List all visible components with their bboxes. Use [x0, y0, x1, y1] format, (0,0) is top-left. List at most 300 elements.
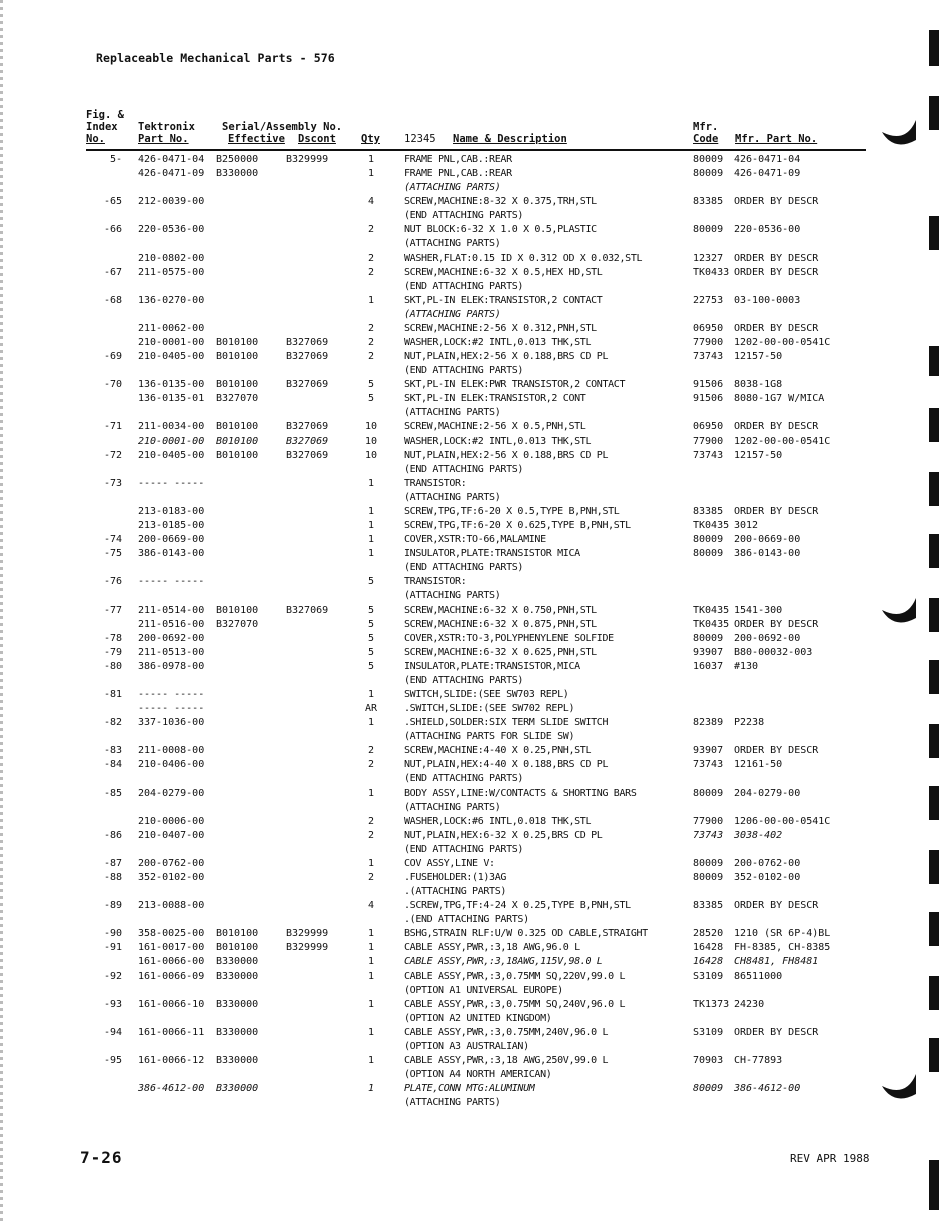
cell-qty: 5: [367, 646, 375, 658]
cell-qty: 1: [367, 1026, 375, 1038]
cell-desc: .SCREW,TPG,TF:4-24 X 0.25,TYPE B,PNH,STL: [404, 900, 631, 912]
table-row: [0, 970, 950, 984]
table-row: [0, 801, 950, 815]
cell-qty: 2: [367, 252, 375, 264]
cell-part: 211-0513-00: [138, 646, 205, 658]
cell-eff: B010100: [216, 379, 259, 391]
cell-fig: -72: [103, 449, 122, 461]
cell-qty: 1: [367, 168, 375, 180]
cell-part: 358-0025-00: [138, 928, 205, 940]
margin-bar: [929, 724, 939, 758]
cell-qty: 1: [367, 154, 375, 165]
table-row: [0, 153, 950, 167]
cell-desc: CABLE ASSY,PWR,:3,0.75MM,240V,96.0 L: [404, 1026, 609, 1038]
header-rule: [86, 149, 866, 151]
cell-code: TK0435: [693, 520, 730, 532]
cell-part: 386-0978-00: [138, 660, 205, 672]
margin-bar: [929, 976, 939, 1010]
cell-code: 73743: [693, 829, 724, 841]
cell-fig: -80: [103, 660, 122, 672]
cell-fig: -75: [103, 548, 122, 560]
margin-bar: [929, 912, 939, 946]
cell-fig: -67: [103, 266, 122, 278]
col-fig: [86, 109, 124, 145]
cell-code: 80009: [693, 168, 724, 180]
cell-mfrpart: 1541-300: [734, 604, 783, 616]
cell-qty: 1: [367, 1055, 375, 1066]
cell-fig: -93: [103, 998, 122, 1010]
table-row: [0, 829, 950, 843]
cell-code: 70903: [693, 1055, 724, 1066]
margin-bar: [929, 850, 939, 884]
cell-code: 22753: [693, 294, 724, 306]
table-row: [0, 477, 950, 491]
cell-mfrpart: 12161-50: [734, 759, 783, 771]
cell-fig: -87: [103, 857, 122, 869]
cell-disc: B327069: [286, 449, 329, 461]
cell-disc: B327069: [286, 604, 329, 616]
table-row: [0, 1096, 950, 1110]
cell-code: 77900: [693, 815, 724, 827]
margin-bar: [929, 598, 939, 632]
cell-qty: 1: [367, 717, 375, 729]
cell-desc: FRAME PNL,CAB.:REAR: [404, 168, 512, 180]
cell-part: 426-0471-04: [138, 154, 205, 165]
cell-mfrpart: 1202-00-00-0541C: [734, 435, 831, 447]
cell-disc: B329999: [286, 154, 329, 165]
cell-desc: NUT,PLAIN,HEX:6-32 X 0.25,BRS CD PL: [404, 829, 603, 841]
cell-qty: 2: [367, 871, 375, 883]
col-serial: [222, 121, 342, 133]
cell-eff: B010100: [216, 928, 259, 940]
table-row: [0, 209, 950, 223]
cell-eff: B327070: [216, 393, 259, 405]
cell-code: 12327: [693, 252, 724, 264]
cell-qty: 1: [367, 928, 375, 940]
cell-part: 211-0034-00: [138, 421, 205, 433]
cell-fig: -66: [103, 224, 122, 236]
table-row: [0, 843, 950, 857]
table-row: [0, 491, 950, 505]
cell-eff: B330000: [216, 1026, 259, 1038]
cell-part: ----- -----: [138, 477, 205, 489]
cell-qty: 5: [367, 379, 375, 391]
cell-desc: COVER,XSTR:TO-66,MALAMINE: [404, 534, 546, 546]
cell-mfrpart: ORDER BY DESCR: [734, 1026, 819, 1038]
cell-disc: B327069: [286, 435, 329, 447]
cell-mfrpart: 386-0143-00: [734, 548, 801, 560]
cell-part: 386-4612-00: [138, 1083, 205, 1095]
table-row: [0, 1068, 950, 1082]
cell-desc: BSHG,STRAIN RLF:U/W 0.325 OD CABLE,STRAIGHT: [404, 928, 648, 940]
cell-desc: TRANSISTOR:: [404, 576, 467, 588]
cell-desc: (END ATTACHING PARTS): [404, 210, 524, 222]
cell-eff: B327070: [216, 618, 259, 630]
cell-desc: INSULATOR,PLATE:TRANSISTOR,MICA: [404, 660, 580, 672]
margin-bar: [929, 1160, 939, 1210]
cell-mfrpart: ORDER BY DESCR: [734, 322, 819, 334]
cell-fig: -74: [103, 534, 122, 546]
col-code-line1: Mfr.: [693, 121, 719, 133]
margin-bar: [929, 346, 939, 376]
cell-desc: (END ATTACHING PARTS): [404, 562, 524, 574]
table-row: [0, 561, 950, 575]
table-row: [0, 575, 950, 589]
cell-eff: B330000: [216, 1055, 259, 1066]
cell-code: 06950: [693, 322, 724, 334]
cell-part: 210-0001-00: [138, 435, 205, 447]
cell-part: 337-1036-00: [138, 717, 205, 729]
table-row: [0, 547, 950, 561]
cell-desc: NUT,PLAIN,HEX:2-56 X 0.188,BRS CD PL: [404, 449, 609, 461]
table-row: [0, 632, 950, 646]
cell-code: 80009: [693, 871, 724, 883]
cell-code: TK1373: [693, 998, 730, 1010]
cell-qty: 2: [367, 745, 375, 757]
col-description: Name & Description: [453, 133, 567, 145]
cell-qty: 1: [367, 294, 375, 306]
cell-eff: B010100: [216, 435, 259, 447]
table-row: [0, 787, 950, 801]
cell-code: 73743: [693, 759, 724, 771]
cell-fig: -73: [103, 477, 122, 489]
cell-qty: 1: [367, 505, 375, 517]
table-row: [0, 463, 950, 477]
cell-part: 136-0135-00: [138, 379, 205, 391]
cell-desc: SCREW,MACHINE:4-40 X 0.25,PNH,STL: [404, 745, 592, 757]
cell-part: 212-0039-00: [138, 196, 205, 208]
cell-mfrpart: 03-100-0003: [734, 294, 801, 306]
cell-qty: 5: [367, 632, 375, 644]
cell-code: 06950: [693, 421, 724, 433]
table-row: [0, 294, 950, 308]
cell-desc: NUT,PLAIN,HEX:4-40 X 0.188,BRS CD PL: [404, 759, 609, 771]
cell-mfrpart: ORDER BY DESCR: [734, 618, 819, 630]
cell-mfrpart: 426-0471-09: [734, 168, 801, 180]
table-row: [0, 1026, 950, 1040]
cell-qty: 1: [367, 548, 375, 560]
cell-part: 213-0183-00: [138, 505, 205, 517]
cell-part: 211-0514-00: [138, 604, 205, 616]
cell-part: 352-0102-00: [138, 871, 205, 883]
cell-desc: WASHER,LOCK:#6 INTL,0.018 THK,STL: [404, 815, 592, 827]
cell-desc: (END ATTACHING PARTS): [404, 280, 524, 292]
cell-qty: 2: [367, 829, 375, 841]
cell-desc: (OPTION A4 NORTH AMERICAN): [404, 1069, 552, 1081]
cell-qty: AR: [364, 703, 378, 715]
cell-desc: SCREW,MACHINE:6-32 X 0.5,HEX HD,STL: [404, 266, 603, 278]
cell-qty: 5: [367, 660, 375, 672]
cell-part: ----- -----: [138, 576, 205, 588]
cell-fig: -71: [103, 421, 122, 433]
cell-qty: 1: [367, 534, 375, 546]
cell-code: 80009: [693, 857, 724, 869]
cell-desc: (ATTACHING PARTS): [404, 1097, 501, 1109]
cell-fig: -65: [103, 196, 122, 208]
cell-mfrpart: 386-4612-00: [734, 1083, 801, 1095]
table-row: [0, 449, 950, 463]
cell-code: 73743: [693, 449, 724, 461]
margin-bar: [929, 786, 939, 820]
table-row: [0, 1012, 950, 1026]
cell-fig: -89: [103, 900, 122, 912]
cell-mfrpart: #130: [734, 660, 759, 672]
cell-desc: (ATTACHING PARTS): [404, 491, 501, 503]
cell-qty: 10: [364, 421, 378, 433]
cell-fig: -92: [103, 970, 122, 982]
table-row: [0, 998, 950, 1012]
cell-code: 16428: [693, 956, 724, 968]
cell-desc: (END ATTACHING PARTS): [404, 365, 524, 377]
table-row: [0, 378, 950, 392]
cell-mfrpart: ORDER BY DESCR: [734, 252, 819, 264]
cell-qty: 10: [364, 435, 378, 447]
cell-code: 28520: [693, 928, 724, 940]
cell-code: 91506: [693, 379, 724, 391]
cell-mfrpart: 200-0669-00: [734, 534, 801, 546]
table-row: [0, 519, 950, 533]
cell-fig: -81: [103, 688, 122, 700]
table-row: [0, 1082, 950, 1096]
col-fig-line3: No.: [86, 133, 105, 145]
cell-qty: 2: [367, 815, 375, 827]
cell-desc: (ATTACHING PARTS): [404, 590, 501, 602]
cell-code: TK0435: [693, 618, 730, 630]
cell-part: 211-0516-00: [138, 618, 205, 630]
cell-desc: (ATTACHING PARTS): [404, 801, 501, 813]
cell-part: 213-0185-00: [138, 520, 205, 532]
cell-code: 16037: [693, 660, 724, 672]
page-header-title: Replaceable Mechanical Parts - 576: [96, 51, 335, 65]
cell-mfrpart: ORDER BY DESCR: [734, 421, 819, 433]
table-row: [0, 604, 950, 618]
cell-desc: WASHER,FLAT:0.15 ID X 0.312 OD X 0.032,STL: [404, 252, 643, 264]
table-row: [0, 674, 950, 688]
margin-bar: [929, 216, 939, 250]
cell-desc: WASHER,LOCK:#2 INTL,0.013 THK,STL: [404, 337, 592, 349]
table-row: [0, 420, 950, 434]
table-row: [0, 716, 950, 730]
cell-fig: -84: [103, 759, 122, 771]
cell-desc: (OPTION A1 UNIVERSAL EUROPE): [404, 984, 563, 996]
table-row: [0, 252, 950, 266]
cell-code: 73743: [693, 351, 724, 363]
cell-qty: 1: [367, 956, 375, 968]
cell-mfrpart: 3038-402: [734, 829, 783, 841]
cell-desc: SWITCH,SLIDE:(SEE SW703 REPL): [404, 688, 569, 700]
cell-qty: 5: [367, 576, 375, 588]
cell-mfrpart: 352-0102-00: [734, 871, 801, 883]
cell-part: 210-0802-00: [138, 252, 205, 264]
cell-mfrpart: P2238: [734, 717, 765, 729]
cell-desc: SKT,PL-IN ELEK:TRANSISTOR,2 CONTACT: [404, 294, 603, 306]
cell-part: 200-0692-00: [138, 632, 205, 644]
table-row: [0, 1054, 950, 1068]
cell-fig: 5-: [109, 154, 122, 165]
cell-code: TK0433: [693, 266, 730, 278]
cell-part: 211-0062-00: [138, 322, 205, 334]
cell-code: 77900: [693, 435, 724, 447]
cell-part: ----- -----: [138, 703, 205, 715]
table-row: [0, 688, 950, 702]
table-row: [0, 181, 950, 195]
cell-desc: WASHER,LOCK:#2 INTL,0.013 THK,STL: [404, 435, 592, 447]
cell-code: 77900: [693, 337, 724, 349]
cell-mfrpart: 1206-00-00-0541C: [734, 815, 831, 827]
cell-desc: (ATTACHING PARTS): [404, 407, 501, 419]
cell-code: 80009: [693, 154, 724, 165]
cell-fig: -68: [103, 294, 122, 306]
cell-desc: (END ATTACHING PARTS): [404, 843, 524, 855]
table-row: [0, 364, 950, 378]
cell-fig: -91: [103, 942, 122, 954]
cell-part: 213-0088-00: [138, 900, 205, 912]
cell-fig: -69: [103, 351, 122, 363]
cell-mfrpart: ORDER BY DESCR: [734, 505, 819, 517]
margin-bar: [929, 408, 939, 442]
table-row: [0, 533, 950, 547]
cell-eff: B010100: [216, 942, 259, 954]
binder-hole-mark: [880, 118, 920, 160]
cell-part: 161-0066-00: [138, 956, 205, 968]
cell-desc: INSULATOR,PLATE:TRANSISTOR MICA: [404, 548, 580, 560]
cell-desc: SCREW,MACHINE:2-56 X 0.5,PNH,STL: [404, 421, 586, 433]
table-row: [0, 505, 950, 519]
cell-code: S3109: [693, 970, 724, 982]
cell-eff: B010100: [216, 421, 259, 433]
page-number: 7-26: [80, 1148, 123, 1167]
cell-code: 93907: [693, 745, 724, 757]
cell-qty: 1: [367, 857, 375, 869]
cell-fig: -90: [103, 928, 122, 940]
cell-mfrpart: 12157-50: [734, 351, 783, 363]
cell-desc: .(END ATTACHING PARTS): [404, 914, 529, 926]
table-row: [0, 815, 950, 829]
col-tek-line1: Tektronix: [138, 121, 195, 133]
cell-qty: 1: [367, 1083, 375, 1095]
cell-desc: (ATTACHING PARTS): [404, 182, 501, 194]
cell-mfrpart: B80-00032-003: [734, 646, 813, 658]
col-desc-num: 12345: [404, 133, 436, 145]
revision-date: REV APR 1988: [790, 1152, 870, 1165]
cell-fig: -77: [103, 604, 122, 616]
cell-part: 161-0066-09: [138, 970, 205, 982]
cell-desc: NUT,PLAIN,HEX:2-56 X 0.188,BRS CD PL: [404, 351, 609, 363]
binder-hole-mark: [880, 1072, 920, 1114]
table-row: [0, 772, 950, 786]
cell-part: 161-0017-00: [138, 942, 205, 954]
table-row: [0, 195, 950, 209]
cell-desc: CABLE ASSY,PWR,:3,0.75MM SQ,220V,99.0 L: [404, 970, 626, 982]
cell-code: 80009: [693, 1083, 724, 1095]
cell-qty: 2: [367, 224, 375, 236]
cell-part: 200-0669-00: [138, 534, 205, 546]
cell-part: 386-0143-00: [138, 548, 205, 560]
cell-desc: CABLE ASSY,PWR,:3,18 AWG,250V,99.0 L: [404, 1055, 609, 1066]
cell-mfrpart: CH-77893: [734, 1055, 783, 1066]
cell-desc: (ATTACHING PARTS): [404, 238, 501, 250]
cell-disc: B327069: [286, 351, 329, 363]
cell-part: 220-0536-00: [138, 224, 205, 236]
cell-code: 83385: [693, 505, 724, 517]
col-qty: Qty: [361, 133, 380, 145]
table-row: [0, 1040, 950, 1054]
cell-part: 210-0001-00: [138, 337, 205, 349]
table-row: [0, 899, 950, 913]
cell-code: 91506: [693, 393, 724, 405]
cell-desc: SKT,PL-IN ELEK:PWR TRANSISTOR,2 CONTACT: [404, 379, 626, 391]
cell-eff: B010100: [216, 449, 259, 461]
cell-desc: SCREW,TPG,TF:6-20 X 0.5,TYPE B,PNH,STL: [404, 505, 620, 517]
cell-part: 204-0279-00: [138, 787, 205, 799]
table-row: [0, 618, 950, 632]
cell-part: 161-0066-12: [138, 1055, 205, 1066]
cell-mfrpart: ORDER BY DESCR: [734, 900, 819, 912]
binder-hole-mark: [880, 596, 920, 638]
cell-desc: COVER,XSTR:TO-3,POLYPHENYLENE SOLFIDE: [404, 632, 614, 644]
cell-desc: COV ASSY,LINE V:: [404, 857, 495, 869]
cell-mfrpart: ORDER BY DESCR: [734, 745, 819, 757]
table-row: [0, 955, 950, 969]
table-row: [0, 660, 950, 674]
table-row: [0, 336, 950, 350]
cell-part: 210-0405-00: [138, 449, 205, 461]
cell-desc: SCREW,MACHINE:6-32 X 0.750,PNH,STL: [404, 604, 597, 616]
cell-part: ----- -----: [138, 688, 205, 700]
cell-qty: 2: [367, 759, 375, 771]
cell-desc: CABLE ASSY,PWR,:3,0.75MM SQ,240V,96.0 L: [404, 998, 626, 1010]
cell-desc: SCREW,MACHINE:8-32 X 0.375,TRH,STL: [404, 196, 597, 208]
col-tek-line2: Part No.: [138, 133, 189, 145]
cell-fig: -94: [103, 1026, 122, 1038]
col-effective: Effective: [228, 133, 285, 145]
cell-eff: B010100: [216, 337, 259, 349]
cell-fig: -88: [103, 871, 122, 883]
cell-mfrpart: 86511000: [734, 970, 783, 982]
cell-desc: (OPTION A2 UNITED KINGDOM): [404, 1012, 552, 1024]
cell-mfrpart: CH8481, FH8481: [734, 956, 819, 968]
cell-qty: 2: [367, 322, 375, 334]
cell-eff: B330000: [216, 998, 259, 1010]
table-row: [0, 646, 950, 660]
cell-fig: -83: [103, 745, 122, 757]
col-tektronix: [138, 121, 195, 145]
table-row: [0, 350, 950, 364]
cell-desc: CABLE ASSY,PWR,:3,18AWG,115V,98.0 L: [404, 956, 603, 968]
cell-mfrpart: 8080-1G7 W/MICA: [734, 393, 825, 405]
cell-eff: B330000: [216, 956, 259, 968]
cell-part: 426-0471-09: [138, 168, 205, 180]
cell-code: 93907: [693, 646, 724, 658]
table-row: [0, 237, 950, 251]
cell-qty: 1: [367, 787, 375, 799]
cell-desc: .SHIELD,SOLDER:SIX TERM SLIDE SWITCH: [404, 717, 609, 729]
cell-desc: .FUSEHOLDER:(1)3AG: [404, 871, 507, 883]
cell-part: 161-0066-11: [138, 1026, 205, 1038]
cell-desc: (END ATTACHING PARTS): [404, 773, 524, 785]
cell-eff: B010100: [216, 604, 259, 616]
cell-eff: B330000: [216, 1083, 259, 1095]
cell-desc: (ATTACHING PARTS FOR SLIDE SW): [404, 731, 575, 743]
cell-code: 80009: [693, 632, 724, 644]
cell-part: 200-0762-00: [138, 857, 205, 869]
table-row: [0, 702, 950, 716]
cell-desc: SKT,PL-IN ELEK:TRANSISTOR,2 CONT: [404, 393, 586, 405]
cell-desc: (END ATTACHING PARTS): [404, 463, 524, 475]
cell-disc: B327069: [286, 337, 329, 349]
cell-qty: 2: [367, 337, 375, 349]
cell-part: 211-0575-00: [138, 266, 205, 278]
